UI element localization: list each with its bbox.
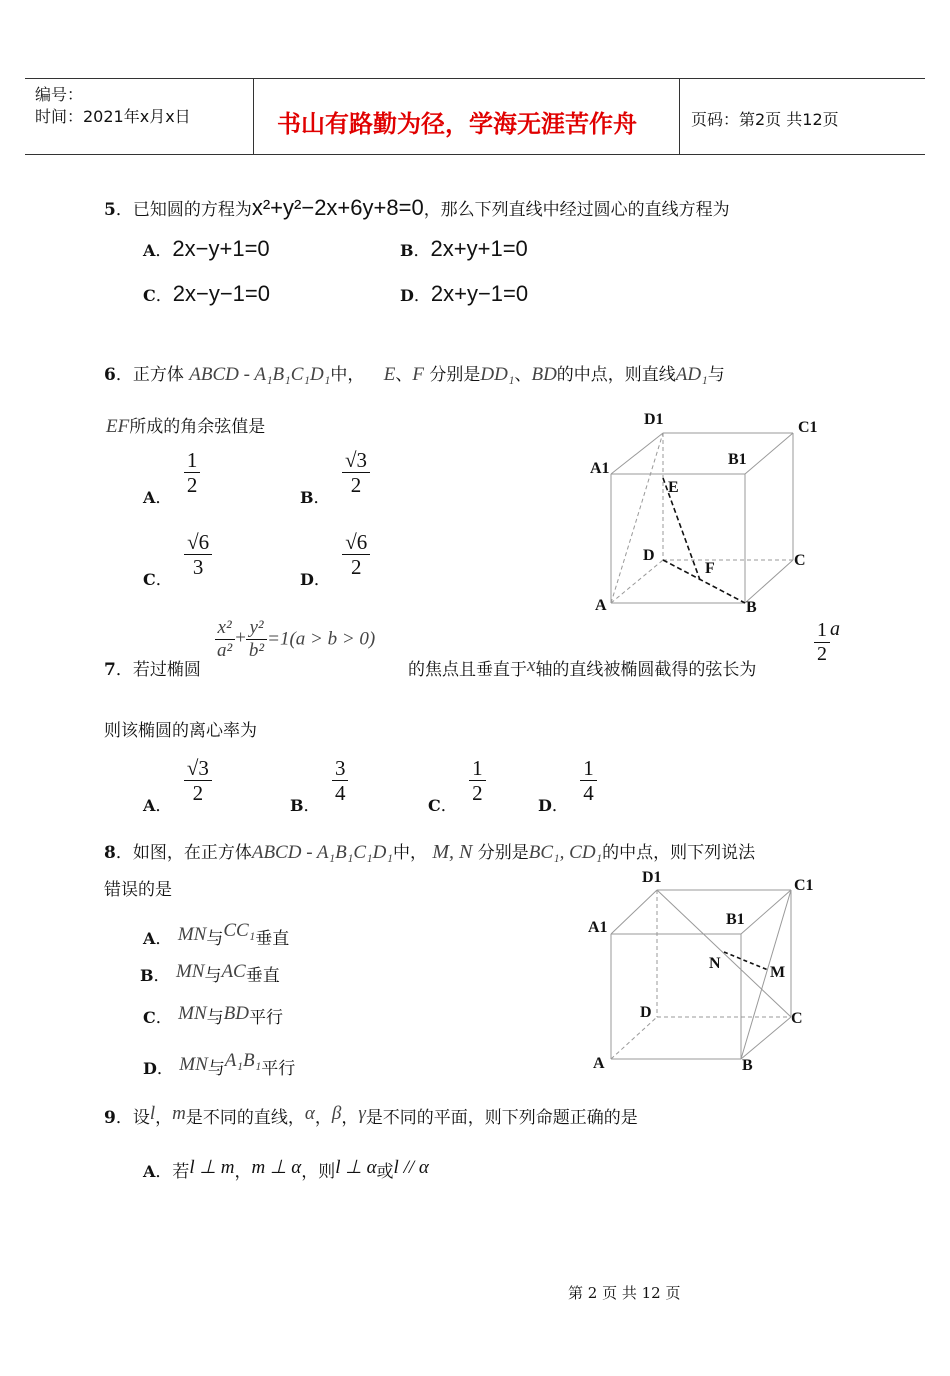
chord-length: [814, 618, 840, 666]
relation: l ⊥ m: [189, 1157, 235, 1178]
edge: [745, 433, 793, 474]
question-text-tail: ，那么下列直线中经过圆心的直线方程为: [423, 200, 730, 220]
fraction-y: [246, 617, 267, 662]
question-text: 是不同的平面，则下列命题正确的是: [365, 1108, 638, 1128]
label-e: E: [668, 479, 679, 496]
option-text: 垂直: [255, 929, 290, 949]
fraction-numerator: √3: [342, 448, 370, 473]
option-6a[interactable]: A． $\frac{1}{2}$: [143, 448, 200, 508]
question-text: 中，: [392, 843, 427, 863]
option-label: D: [300, 570, 314, 590]
question-text: 设: [132, 1108, 150, 1128]
option-fraction: [184, 756, 212, 805]
fraction-numerator: y²: [246, 617, 266, 640]
fraction-numerator: 3: [332, 756, 349, 781]
option-label: B: [300, 488, 314, 508]
question-5: 5．已知圆的方程为x²+y²−2x+6y+8=0，那么下列直线中经过圆心的直线方程为: [104, 195, 730, 220]
question-text: 的中点，则直线: [556, 365, 676, 385]
fraction-numerator: 1: [184, 448, 201, 473]
option-equation: 2x+y+1=0: [430, 236, 528, 261]
segment-ef: EF: [106, 416, 130, 437]
line-m: m: [172, 1103, 186, 1124]
question-8-line2: [104, 875, 172, 900]
option-label: D: [538, 796, 552, 816]
option-segment: MN: [175, 961, 205, 982]
cube-figure-q6: [580, 400, 840, 625]
option-segment: MN: [179, 1054, 208, 1075]
question-7-cont: [408, 655, 756, 680]
option-7a[interactable]: A． $\frac{√3}{2}$: [143, 756, 212, 816]
option-label: A: [143, 488, 156, 508]
header-bottom-rule: [25, 154, 925, 155]
option-text: 与: [207, 1059, 225, 1079]
option-text: 若: [172, 1162, 190, 1182]
question-text: ，: [341, 1108, 359, 1128]
label-c: C: [791, 1010, 803, 1027]
option-8a[interactable]: A． MN与CC₁垂直: [143, 920, 290, 949]
fraction-numerator: 1: [469, 756, 486, 781]
fraction-denominator: 2: [351, 555, 362, 580]
edge: [611, 890, 657, 934]
question-text: 分别是: [477, 843, 529, 863]
circle-equation: x²+y²−2x+6y+8=0: [251, 195, 424, 220]
a-variable: a: [830, 618, 840, 640]
cube-name: ABCD - A₁B₁C₁D₁: [251, 842, 393, 863]
question-text: 则该椭圆的离心率为: [104, 721, 257, 741]
fraction-numerator: √3: [184, 756, 212, 781]
relation: l // α: [393, 1157, 429, 1178]
fraction-denominator: 3: [192, 555, 204, 580]
fraction-x: [214, 617, 235, 662]
hidden-edge: [611, 560, 663, 603]
fraction-denominator: 4: [583, 781, 594, 806]
option-8c[interactable]: C． MN与BD平行: [143, 1003, 283, 1028]
question-number: 5: [104, 200, 116, 220]
ellipse-condition: =1(a > b > 0): [267, 628, 376, 650]
fraction-numerator: x²: [215, 617, 235, 640]
header-top-rule: [25, 78, 925, 79]
question-text: 正方体: [132, 365, 184, 385]
label-a: A: [593, 1055, 605, 1072]
question-text: 错误的是: [104, 880, 172, 900]
question-number: 9: [104, 1108, 116, 1128]
segment-db: [663, 560, 745, 603]
option-6d[interactable]: D． $\frac{√6}{2}$: [300, 530, 370, 590]
fraction-denominator: 4: [334, 781, 346, 806]
option-5d[interactable]: D．2x+y−1=0: [400, 281, 529, 306]
points-m-n: M, N: [432, 841, 473, 863]
plane-beta: β: [331, 1103, 342, 1124]
option-text: 与: [206, 929, 224, 949]
question-number: 7: [104, 660, 116, 680]
question-text: 轴的直线被椭圆截得的弦长为: [535, 660, 757, 680]
x-variable: x: [527, 655, 536, 676]
segment-ad1: AD₁: [675, 364, 708, 385]
option-label: C: [143, 1008, 156, 1027]
option-segment: AC: [221, 961, 246, 982]
fraction-denominator: 2: [817, 642, 827, 665]
option-8b[interactable]: B． MN与AC垂直: [140, 961, 280, 986]
option-label: D: [400, 286, 414, 305]
label-m: M: [770, 964, 786, 981]
option-7c[interactable]: C． $\frac{1}{2}$: [428, 756, 486, 816]
fraction-denominator: 2: [192, 781, 204, 806]
question-6: 6．正方体 ABCD - A₁B₁C₁D₁中， E、F 分别是DD₁、BD的中点，则直线AD₁与: [104, 364, 725, 385]
label-a1: A1: [588, 919, 608, 936]
header-page-info: 页码：第2页 共12页: [691, 110, 839, 129]
segment-bd: BD: [531, 364, 557, 385]
option-text: 与: [206, 1008, 224, 1028]
label-d1: D1: [644, 411, 664, 428]
edge: [741, 1017, 791, 1059]
option-5a[interactable]: A．2x−y+1=0: [143, 236, 270, 261]
question-8: 8．如图，在正方体ABCD - A₁B₁C₁D₁中， M, N 分别是BC₁, CD₁的中点，则下列说法: [104, 841, 756, 863]
segment-mn: [724, 952, 768, 970]
fraction-numerator: 1: [580, 756, 597, 781]
option-segment: BD: [223, 1003, 249, 1024]
fraction-denominator: a²: [217, 639, 233, 661]
question-text: 的焦点且垂直于: [408, 660, 527, 680]
plane-alpha: α: [304, 1103, 315, 1124]
option-label: B: [290, 796, 304, 816]
option-label: A: [143, 1162, 156, 1181]
label-b: B: [742, 1057, 753, 1074]
label-c: C: [794, 552, 806, 569]
question-text: 是不同的直线，: [185, 1108, 305, 1128]
option-label: A: [143, 929, 156, 948]
option-label: C: [143, 570, 156, 590]
option-segment: MN: [178, 1003, 207, 1024]
label-b1: B1: [728, 451, 747, 468]
option-label: B: [400, 241, 414, 260]
question-text: ，: [155, 1108, 173, 1128]
question-7: 7．若过椭圆: [104, 660, 201, 680]
option-text: 平行: [248, 1008, 283, 1028]
label-f: F: [705, 560, 715, 577]
label-b1: B1: [726, 911, 745, 928]
relation: l ⊥ α: [335, 1157, 377, 1178]
segments-bc1-cd1: BC₁, CD₁: [528, 842, 603, 863]
fraction-half: [814, 619, 830, 666]
question-text: 的中点，则下列说法: [602, 843, 756, 863]
point-e: E: [383, 364, 396, 385]
option-label: A: [143, 796, 156, 816]
header-divider-right: [679, 78, 680, 155]
label-d1: D1: [642, 869, 662, 886]
question-text: 、: [514, 365, 532, 385]
fraction-numerator: √6: [184, 530, 212, 555]
question-text: 所成的角余弦值是: [129, 417, 266, 437]
question-text: 如图，在正方体: [132, 843, 252, 863]
label-c1: C1: [794, 877, 814, 894]
option-7b[interactable]: B． $\frac{3}{4}$: [290, 756, 348, 816]
label-a1: A1: [590, 460, 610, 477]
option-6c[interactable]: C． $\frac{√6}{3}$: [143, 530, 212, 590]
option-label: B: [140, 966, 154, 985]
option-label: A: [143, 241, 156, 260]
question-text: 分别是: [429, 365, 481, 385]
option-equation: 2x−y−1=0: [172, 281, 270, 306]
option-text: 与: [204, 966, 222, 986]
option-label: D: [143, 1059, 157, 1078]
fraction-numerator: 1: [814, 619, 830, 643]
hidden-edge: [611, 1017, 657, 1059]
option-text: 垂直: [245, 966, 280, 986]
segment-cd1: [657, 890, 791, 1017]
question-text: 、: [395, 365, 413, 385]
ellipse-equation: [214, 617, 375, 662]
label-n: N: [709, 955, 721, 972]
question-text: 中，: [330, 365, 365, 385]
segment-ad1: [611, 433, 663, 603]
option-6b[interactable]: B． $\frac{√3}{2}$: [300, 448, 370, 508]
option-9a[interactable]: A．若l ⊥ m，m ⊥ α，则l ⊥ α或l // α: [143, 1157, 429, 1182]
edge: [741, 890, 791, 934]
header-number-label: 编号：: [35, 85, 84, 104]
option-text: 平行: [261, 1059, 296, 1079]
segment-dd1: DD₁: [480, 364, 515, 385]
label-d: D: [643, 547, 655, 564]
fraction-denominator: 2: [472, 781, 483, 806]
option-text: ，: [234, 1162, 252, 1182]
option-fraction: [184, 530, 212, 579]
option-fraction: [184, 448, 201, 497]
header-divider-left: [253, 78, 254, 155]
option-5b[interactable]: B．2x+y+1=0: [400, 236, 528, 261]
edge: [611, 433, 663, 474]
header-motto: 书山有路勤为径，学海无涯苦作舟: [277, 109, 637, 138]
option-fraction: [342, 448, 370, 497]
question-6-line2: [106, 412, 265, 438]
plane-gamma: γ: [358, 1103, 366, 1124]
fraction-denominator: 2: [350, 473, 362, 498]
header-date: 时间：2021年x月x日: [35, 107, 191, 126]
question-text: ，: [314, 1108, 332, 1128]
option-8d[interactable]: D． MN与A₁B₁平行: [143, 1050, 296, 1079]
option-fraction: [580, 756, 597, 805]
option-segment: A₁B₁: [224, 1050, 262, 1071]
option-equation: 2x+y−1=0: [430, 281, 529, 306]
option-text: ，则: [301, 1162, 336, 1182]
point-f: F: [412, 364, 424, 385]
option-fraction: [332, 756, 349, 805]
edge: [745, 560, 793, 603]
line-l: l: [149, 1103, 156, 1124]
label-d: D: [640, 1004, 652, 1021]
option-fraction: [469, 756, 486, 805]
fraction-denominator: b²: [248, 639, 265, 661]
option-label: C: [428, 796, 441, 816]
plus-sign: +: [235, 627, 246, 649]
option-label: C: [143, 286, 156, 305]
question-number: 6: [104, 365, 116, 385]
option-fraction: [342, 530, 370, 579]
question-9: 9．设l，m是不同的直线，α，β，γ是不同的平面，则下列命题正确的是: [104, 1103, 638, 1128]
option-equation: 2x−y+1=0: [172, 236, 270, 261]
fraction-numerator: √6: [342, 530, 370, 555]
question-text: 若过椭圆: [132, 660, 201, 680]
label-c1: C1: [798, 419, 818, 436]
relation: m ⊥ α: [251, 1157, 302, 1178]
question-7-line2: [104, 716, 257, 741]
cube-name: ABCD - A₁B₁C₁D₁: [189, 364, 331, 385]
label-a: A: [595, 597, 607, 614]
option-5c[interactable]: C．2x−y−1=0: [143, 281, 270, 306]
cube-figure-q8: [580, 862, 840, 1082]
question-text: 与: [707, 365, 725, 385]
option-text: 或: [376, 1162, 394, 1182]
option-segment: MN: [177, 924, 207, 945]
page-footer: 第 2 页 共 12 页: [568, 1284, 681, 1302]
label-b: B: [746, 599, 757, 616]
question-number: 8: [104, 843, 116, 863]
option-segment: CC₁: [223, 920, 256, 941]
question-text: 已知圆的方程为: [132, 200, 252, 220]
fraction-denominator: 2: [186, 473, 198, 498]
option-7d[interactable]: D． $\frac{1}{4}$: [538, 756, 597, 816]
